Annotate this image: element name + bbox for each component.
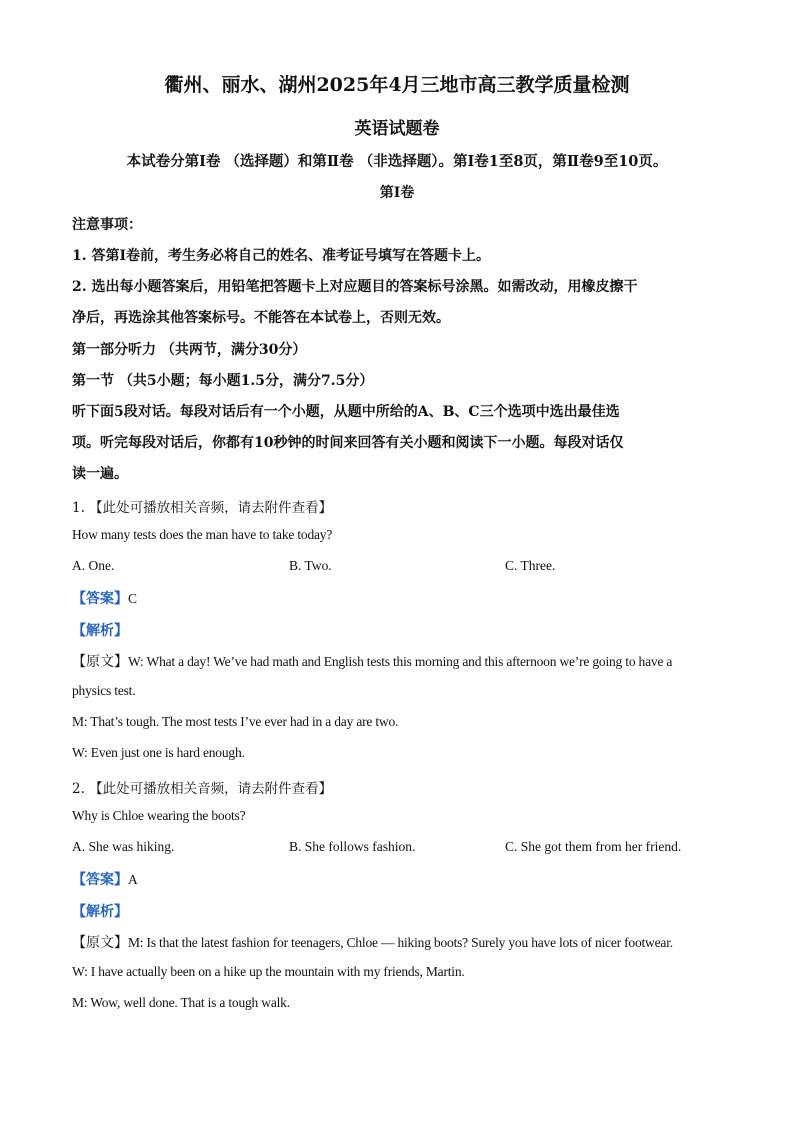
question-2-text: Why is Chloe wearing the boots? (72, 808, 246, 823)
question-1-text: How many tests does the man have to take today? (72, 527, 333, 542)
question-1-script-line-4: W: Even just one is hard enough. (72, 745, 245, 760)
question-2-script-line-1 (72, 932, 673, 952)
answer-value: A (128, 872, 138, 887)
question-1-audio-note[interactable]: 1. 【此处可播放相关音频，请去附件查看】 (72, 500, 333, 516)
exam-title: 衢州、丽水、湖州2025年4月三地市高三教学质量检测 (164, 74, 630, 96)
question-2-analysis-tag: 【解析】 (72, 904, 128, 920)
question-1-script-line-1 (72, 651, 672, 671)
script-tag: 【原文】 (72, 935, 128, 951)
answer-tag: 【答案】 (72, 872, 128, 888)
notes-heading: 注意事项： (72, 217, 142, 233)
exam-intro: 本试卷分第Ⅰ卷 （选择题）和第Ⅱ卷 （非选择题）。第Ⅰ卷1至8页，第Ⅱ卷9至10页。 (126, 153, 668, 170)
instructions-line-1: 听下面5段对话。每段对话后有一个小题，从题中所给的A、B、C三个选项中选出最佳选 (72, 404, 620, 420)
answer-tag: 【答案】 (72, 591, 128, 607)
section-1-heading: 第一节 （共5小题；每小题1.5分，满分7.5分） (72, 373, 374, 389)
question-2-script-line-2: W: I have actually been on a hike up the mountain with my friends, Martin. (72, 964, 465, 979)
part-1-heading: 第一部分听力 （共两节，满分30分） (72, 342, 307, 358)
volume-heading: 第Ⅰ卷 (379, 185, 415, 201)
script-text: W: What a day! We’ve had math and English tests this morning and this afternoon we’re going to have a (128, 654, 673, 669)
note-item-2-line-1: 2. 选出每小题答案后，用铅笔把答题卡上对应题目的答案标号涂黑。如需改动，用橡皮擦干 (72, 279, 638, 295)
question-1-script-line-2: physics test. (72, 683, 136, 698)
script-text: M: Is that the latest fashion for teenagers, Chloe — hiking boots? Surely you have lots of nicer footwear. (128, 935, 673, 950)
instructions-line-3: 读一遍。 (72, 466, 128, 482)
question-1-option-c: C. Three. (505, 558, 556, 573)
exam-subtitle: 英语试题卷 (354, 119, 440, 139)
note-item-1: 1. 答第Ⅰ卷前，考生务必将自己的姓名、准考证号填写在答题卡上。 (72, 248, 491, 264)
note-item-2-line-2: 净后，再选涂其他答案标号。不能答在本试卷上，否则无效。 (72, 310, 450, 326)
question-2-option-c: C. She got them from her friend. (505, 839, 682, 854)
question-2-option-a: A. She was hiking. (72, 839, 175, 854)
question-2-audio-note[interactable]: 2. 【此处可播放相关音频，请去附件查看】 (72, 781, 333, 797)
question-2-script-line-3: M: Wow, well done. That is a tough walk. (72, 995, 290, 1010)
question-2-option-b: B. She follows fashion. (289, 839, 416, 854)
instructions-line-2: 项。听完每段对话后，你都有10秒钟的时间来回答有关小题和阅读下一小题。每段对话仅 (72, 435, 624, 451)
question-1-script-line-3: M: That’s tough. The most tests I’ve ever had in a day are two. (72, 714, 399, 729)
question-2-answer (72, 869, 138, 889)
question-1-option-b: B. Two. (289, 558, 332, 573)
question-1-answer (72, 588, 137, 608)
question-1-option-a: A. One. (72, 558, 115, 573)
answer-value: C (128, 591, 137, 606)
script-tag: 【原文】 (72, 654, 128, 670)
question-1-analysis-tag: 【解析】 (72, 623, 128, 639)
